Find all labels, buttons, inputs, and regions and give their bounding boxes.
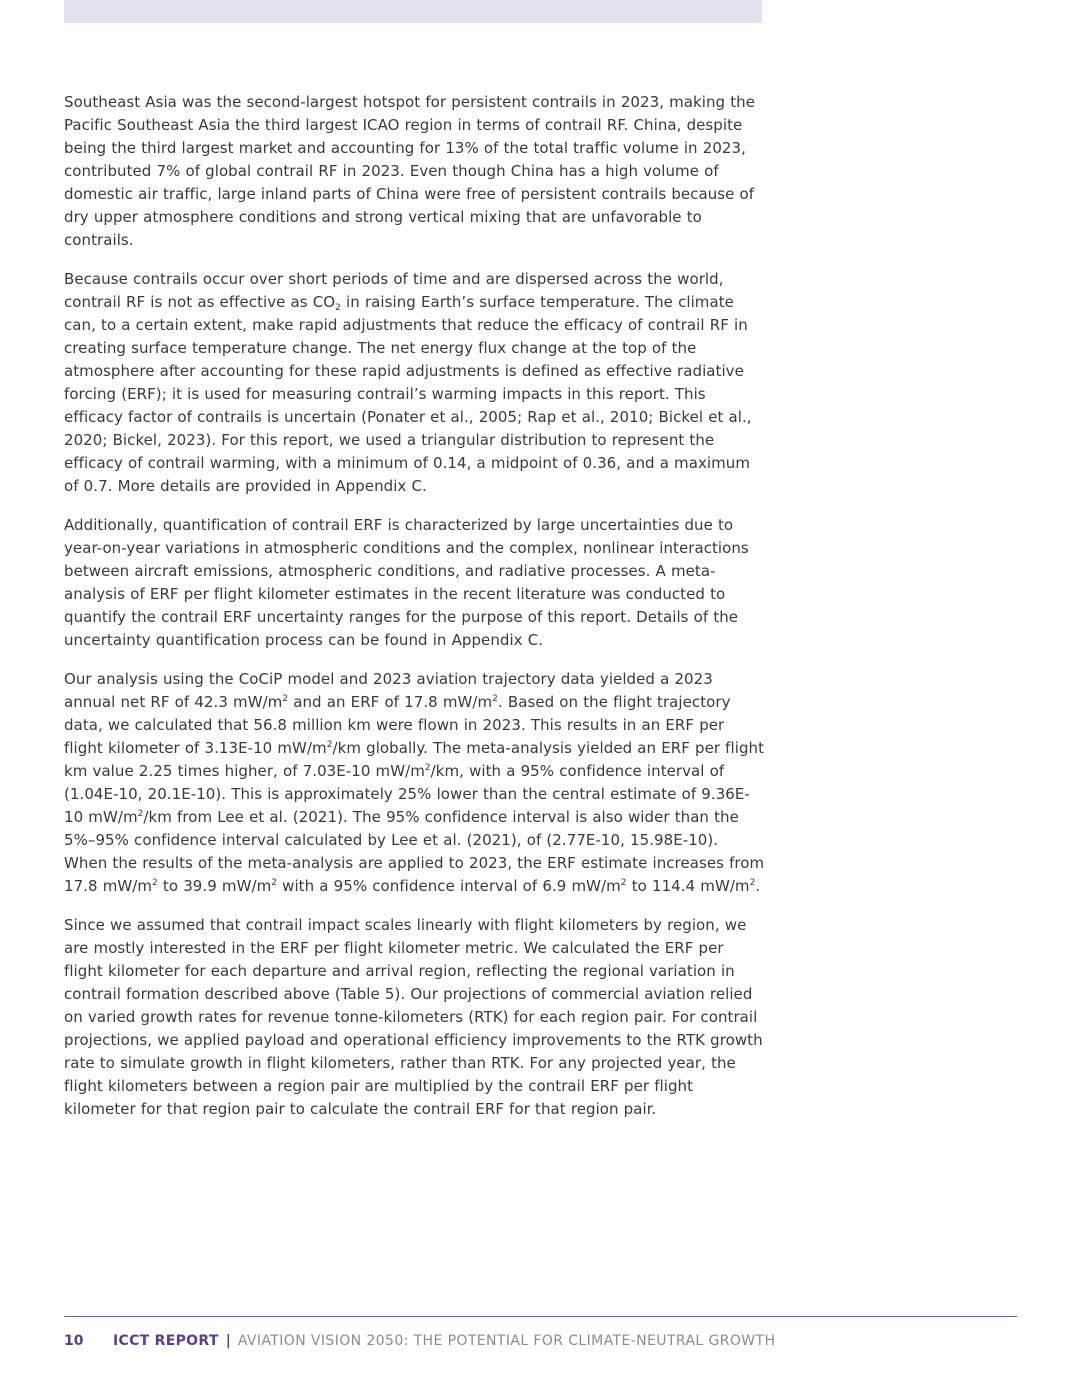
paragraph-text: in raising Earth’s surface temperature. The climate can, to a certain extent, make rapid adjustments that reduce the efficacy of contrail RF in creating surface temperature change. The net energy flux change at the top of the atmosphere after accounting for these rapid adjustments is defined as effective radiative forcing (ERF); it is used for measuring contrail’s warming impacts in this report. This efficacy factor of contrails is uncertain (Ponater et al., 2005; Rap et al., 2010; Bickel et al., 2020; Bickel, 2023). For this report, we used a triangular distribution to represent the efficacy of contrail warming, with a minimum of 0.14, a midpoint of 0.36, and a maximum of 0.7. More details are provided in Appendix C.	[64, 293, 752, 495]
superscript: 2	[620, 878, 627, 888]
paragraph-text: Our analysis using the CoCiP model and 2023 aviation trajectory data yielded a 2023 annual net RF of 42.3 mW/m	[64, 670, 713, 711]
paragraph-text: with a 95% confidence interval of 6.9 mW/m	[277, 877, 621, 895]
report-body	[64, 91, 766, 1137]
paragraph-text: .	[755, 877, 761, 895]
paragraph-text: to 114.4 mW/m	[626, 877, 750, 895]
superscript: 2	[326, 740, 333, 750]
superscript: 2	[282, 694, 289, 704]
subscript: 2	[335, 303, 341, 313]
paragraph-text: /km from Lee et al. (2021). The 95% confidence interval is also wider than the 5%–95% confidence interval calculated by Lee et al. (2021), of (2.77E-10, 15.98E-10). When the results of the meta-analysis are applied to 2023, the ERF estimate increases from 17.8 mW/m	[64, 808, 765, 895]
header-band	[64, 0, 762, 23]
superscript: 2	[424, 763, 431, 773]
paragraph-contrail-efficacy	[64, 268, 766, 498]
paragraph-erf-per-km: Since we assumed that contrail impact scales linearly with flight kilometers by region, we are mostly interested in the ERF per flight kilometer metric. We calculated the ERF per flight kilometer for each departure and arrival region, reflecting the regional variation in contrail formation described above (Table 5). Our projections of commercial aviation relied on varied growth rates for revenue tonne-kilometers (RTK) for each region pair. For contrail projections, we applied payload and operational efficiency improvements to the RTK growth rate to simulate growth in flight kilometers, rather than RTK. For any projected year, the flight kilometers between a region pair are multiplied by the contrail ERF per flight kilometer for that region pair to calculate the contrail ERF for that region pair.	[64, 916, 763, 1118]
superscript: 2	[492, 694, 498, 704]
paragraph-text: . Based on the flight trajectory data, we calculated that 56.8 million km were flown in 2023. This results in an ERF per flight kilometer of 3.13E-10 mW/m	[64, 693, 731, 757]
paragraph-text: to 39.9 mW/m	[157, 877, 272, 895]
page-number: 10	[64, 1333, 84, 1349]
page-footer	[64, 1331, 775, 1351]
paragraph-text: Because contrails occur over short periods of time and are dispersed across the world, contrail RF is not as effective as CO	[64, 270, 724, 311]
footer-separator: |	[225, 1333, 231, 1349]
report-title: AVIATION VISION 2050: THE POTENTIAL FOR CLIMATE-NEUTRAL GROWTH	[237, 1333, 776, 1349]
paragraph-uncertainty: Additionally, quantification of contrail ERF is characterized by large uncertainties due to year-on-year variations in atmospheric conditions and the complex, nonlinear interactions between aircraft emissions, atmospheric conditions, and radiative processes. A meta-analysis of ERF per flight kilometer estimates in the recent literature was conducted to quantify the contrail ERF uncertainty ranges for the purpose of this report. Details of the uncertainty quantification process can be found in Appendix C.	[64, 516, 749, 649]
paragraph-text: and an ERF of 17.8 mW/m	[288, 693, 493, 711]
paragraph-text: /km, with a 95% confidence interval of (1.04E-10, 20.1E-10). This is approximately 25% lower than the central estimate of 9.36E-10 mW/m	[64, 762, 750, 826]
paragraph-analysis-results	[64, 668, 766, 898]
superscript: 2	[137, 809, 144, 819]
superscript: 2	[152, 878, 158, 888]
paragraph-southeast-asia: Southeast Asia was the second-largest hotspot for persistent contrails in 2023, making the Pacific Southeast Asia the third largest ICAO region in terms of contrail RF. China, despite being the third largest market and accounting for 13% of the total traffic volume in 2023, contributed 7% of global contrail RF in 2023. Even though China has a high volume of domestic air traffic, large inland parts of China were free of persistent contrails because of dry upper atmosphere conditions and strong vertical mixing that are unfavorable to contrails.	[64, 93, 756, 249]
superscript: 2	[749, 878, 756, 888]
report-brand: ICCT REPORT	[113, 1333, 219, 1349]
paragraph-text: /km globally. The meta-analysis yielded an ERF per flight km value 2.25 times higher, of 7.03E-10 mW/m	[64, 739, 765, 780]
superscript: 2	[271, 878, 278, 888]
footer-divider	[64, 1316, 1017, 1317]
